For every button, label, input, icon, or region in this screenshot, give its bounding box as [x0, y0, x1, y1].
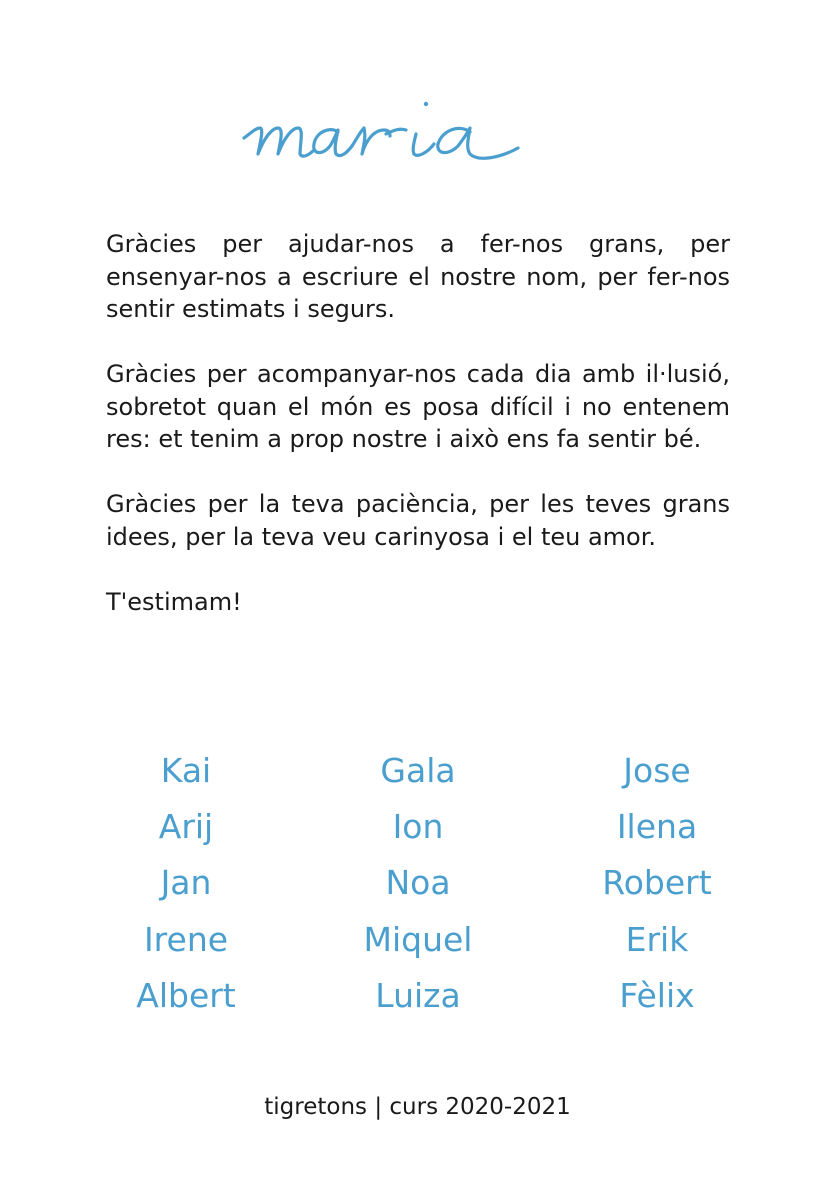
- name-item: Luiza: [375, 975, 461, 1015]
- name-item: Miquel: [363, 919, 473, 959]
- title: [0, 88, 835, 178]
- name-item: Irene: [143, 919, 229, 959]
- names-grid: [70, 748, 780, 1029]
- name-item: Fèlix: [619, 975, 695, 1015]
- name-item: Jose: [623, 751, 691, 790]
- letter-body: [106, 228, 730, 651]
- paragraph-1: Gràcies per ajudar-nos a fer-nos grans, per ensenyar-nos a escriure el nostre nom, per fer-nos sentir estimats i segurs.: [106, 230, 730, 323]
- name-item: Jan: [160, 863, 212, 903]
- name-item: Kai: [160, 751, 212, 790]
- title-script-maria: [238, 88, 598, 178]
- name-item: Robert: [602, 863, 712, 903]
- paragraph-3: Gràcies per la teva paciència, per les teves grans idees, per la teva veu carinyosa i el teu amor.: [106, 490, 730, 551]
- name-item: Ilena: [616, 807, 698, 847]
- footer-caption: tigretons | curs 2020-2021: [264, 1094, 571, 1120]
- name-item: Noa: [385, 863, 451, 903]
- name-item: Arij: [158, 807, 214, 847]
- name-item: Gala: [380, 751, 456, 790]
- name-item: Erik: [625, 919, 689, 959]
- paragraph-2: Gràcies per acompanyar-nos cada dia amb il·lusió, sobretot quan el món es posa difícil i no entenem res: et tenim a prop nostre i això ens fa sentir bé.: [106, 360, 730, 453]
- name-item: Ion: [392, 807, 444, 847]
- paragraph-closing: T'estimam!: [106, 587, 242, 616]
- name-item: Albert: [136, 975, 236, 1015]
